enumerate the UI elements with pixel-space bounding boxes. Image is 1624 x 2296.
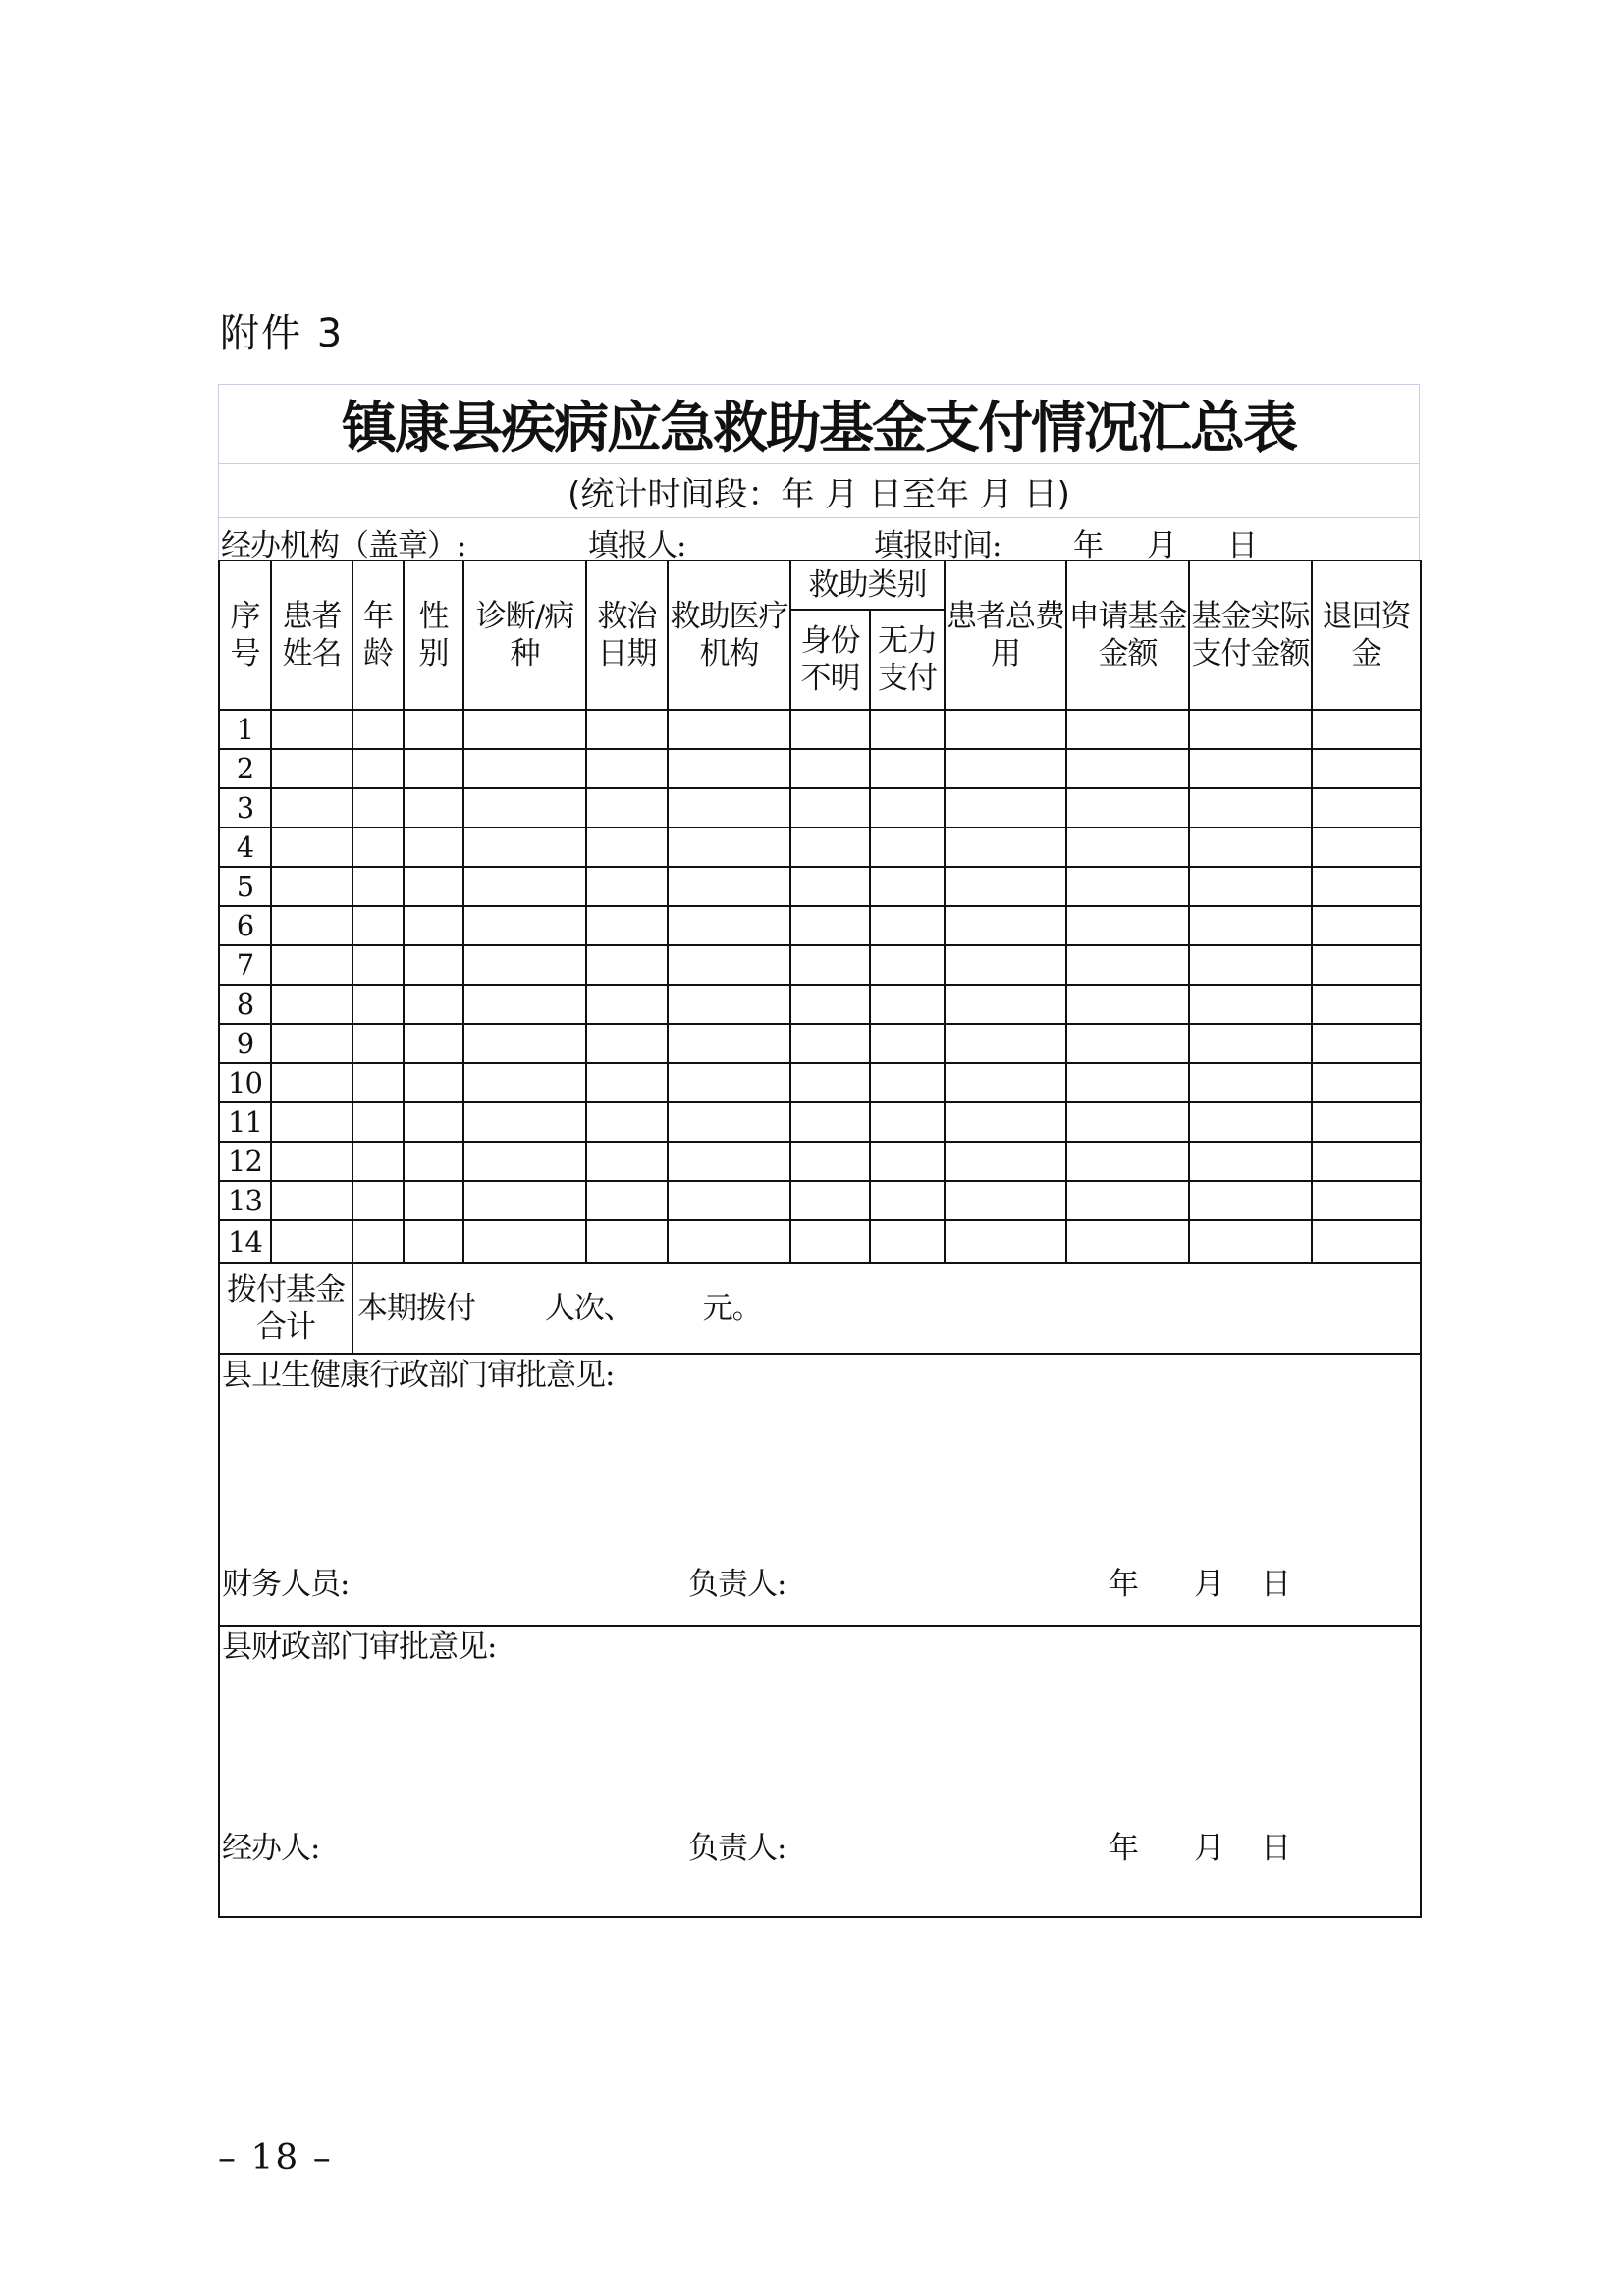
fund-total-row	[219, 1263, 1421, 1354]
agency-label: 经办机构（盖章）:	[221, 528, 466, 563]
finance-approval-row	[219, 1626, 1421, 1917]
finance-month-label: 月	[1194, 1831, 1223, 1866]
health-approval-heading: 县卫生健康行政部门审批意见:	[222, 1358, 615, 1393]
row-number: 6	[219, 906, 271, 945]
form-title: 镇康县疾病应急救助基金支付情况汇总表	[218, 384, 1420, 463]
payment-table	[218, 560, 1422, 1918]
finance-day-label: 日	[1261, 1831, 1290, 1866]
table-row	[219, 788, 1421, 828]
health-approval-row	[219, 1354, 1421, 1626]
header-aid-type: 救助类别	[790, 561, 945, 610]
table-row	[219, 1102, 1421, 1142]
fill-time-year: 年	[1073, 528, 1103, 563]
table-row	[219, 906, 1421, 945]
row-number: 5	[219, 867, 271, 906]
header-row-1	[219, 561, 1421, 610]
row-number: 11	[219, 1102, 271, 1142]
table-row	[219, 1063, 1421, 1102]
finance-approval-section[interactable]	[219, 1626, 1421, 1917]
table-row	[219, 828, 1421, 867]
handler-label: 经办人:	[222, 1831, 320, 1866]
fill-time-label: 填报时间:	[874, 528, 1001, 563]
header-institution: 救助医疗 机构	[668, 561, 790, 710]
fill-time-month: 月	[1147, 528, 1176, 563]
fill-time-day: 日	[1227, 528, 1257, 563]
row-number: 9	[219, 1024, 271, 1063]
health-approval-section[interactable]	[219, 1354, 1421, 1626]
row-number: 1	[219, 710, 271, 749]
fund-total-text[interactable]: 本期拨付 人次、 元。	[352, 1263, 1421, 1354]
row-number: 12	[219, 1142, 271, 1181]
row-number: 4	[219, 828, 271, 867]
header-treat-date: 救治 日期	[586, 561, 668, 710]
health-responsible-label: 负责人:	[688, 1567, 786, 1602]
table-row	[219, 1024, 1421, 1063]
row-number: 10	[219, 1063, 271, 1102]
header-unknown-identity: 身份 不明	[790, 610, 870, 710]
header-patient-name: 患者 姓名	[271, 561, 352, 710]
header-gender: 性 别	[404, 561, 463, 710]
finance-approval-signatures	[222, 1830, 1422, 1869]
finance-approval-heading: 县财政部门审批意见:	[222, 1629, 497, 1665]
table-row	[219, 1181, 1421, 1220]
table-row	[219, 985, 1421, 1024]
attachment-label: 附件 3	[220, 311, 345, 356]
table-row	[219, 1220, 1421, 1263]
table-row	[219, 867, 1421, 906]
finance-staff-label: 财务人员:	[222, 1567, 350, 1602]
header-refund: 退回资 金	[1312, 561, 1421, 710]
finance-responsible-label: 负责人:	[688, 1831, 786, 1866]
row-number: 7	[219, 945, 271, 985]
header-applied-amount: 申请基金 金额	[1066, 561, 1189, 710]
health-day-label: 日	[1261, 1567, 1290, 1602]
header-seq: 序 号	[219, 561, 271, 710]
page-number: – 18 –	[218, 2138, 333, 2178]
health-year-label: 年	[1109, 1567, 1138, 1602]
table-row	[219, 1142, 1421, 1181]
health-month-label: 月	[1194, 1567, 1223, 1602]
table-row	[219, 710, 1421, 749]
finance-year-label: 年	[1109, 1831, 1138, 1866]
header-actual-amount: 基金实际 支付金额	[1189, 561, 1312, 710]
header-diagnosis: 诊断/病 种	[463, 561, 586, 710]
header-unable-to-pay: 无力 支付	[870, 610, 945, 710]
table-row	[219, 749, 1421, 788]
row-number: 8	[219, 985, 271, 1024]
health-approval-signatures	[222, 1566, 1422, 1605]
summary-form	[218, 384, 1420, 1918]
row-number: 14	[219, 1220, 271, 1263]
form-meta-row	[218, 517, 1420, 563]
row-number: 2	[219, 749, 271, 788]
row-number: 3	[219, 788, 271, 828]
row-number: 13	[219, 1181, 271, 1220]
fund-total-label: 拨付基金 合计	[219, 1263, 352, 1354]
table-row	[219, 945, 1421, 985]
header-total-cost: 患者总费 用	[945, 561, 1066, 710]
statistics-period: (统计时间段：年 月 日至年 月 日)	[218, 463, 1420, 517]
filler-label: 填报人:	[588, 528, 686, 563]
header-age: 年 龄	[352, 561, 404, 710]
